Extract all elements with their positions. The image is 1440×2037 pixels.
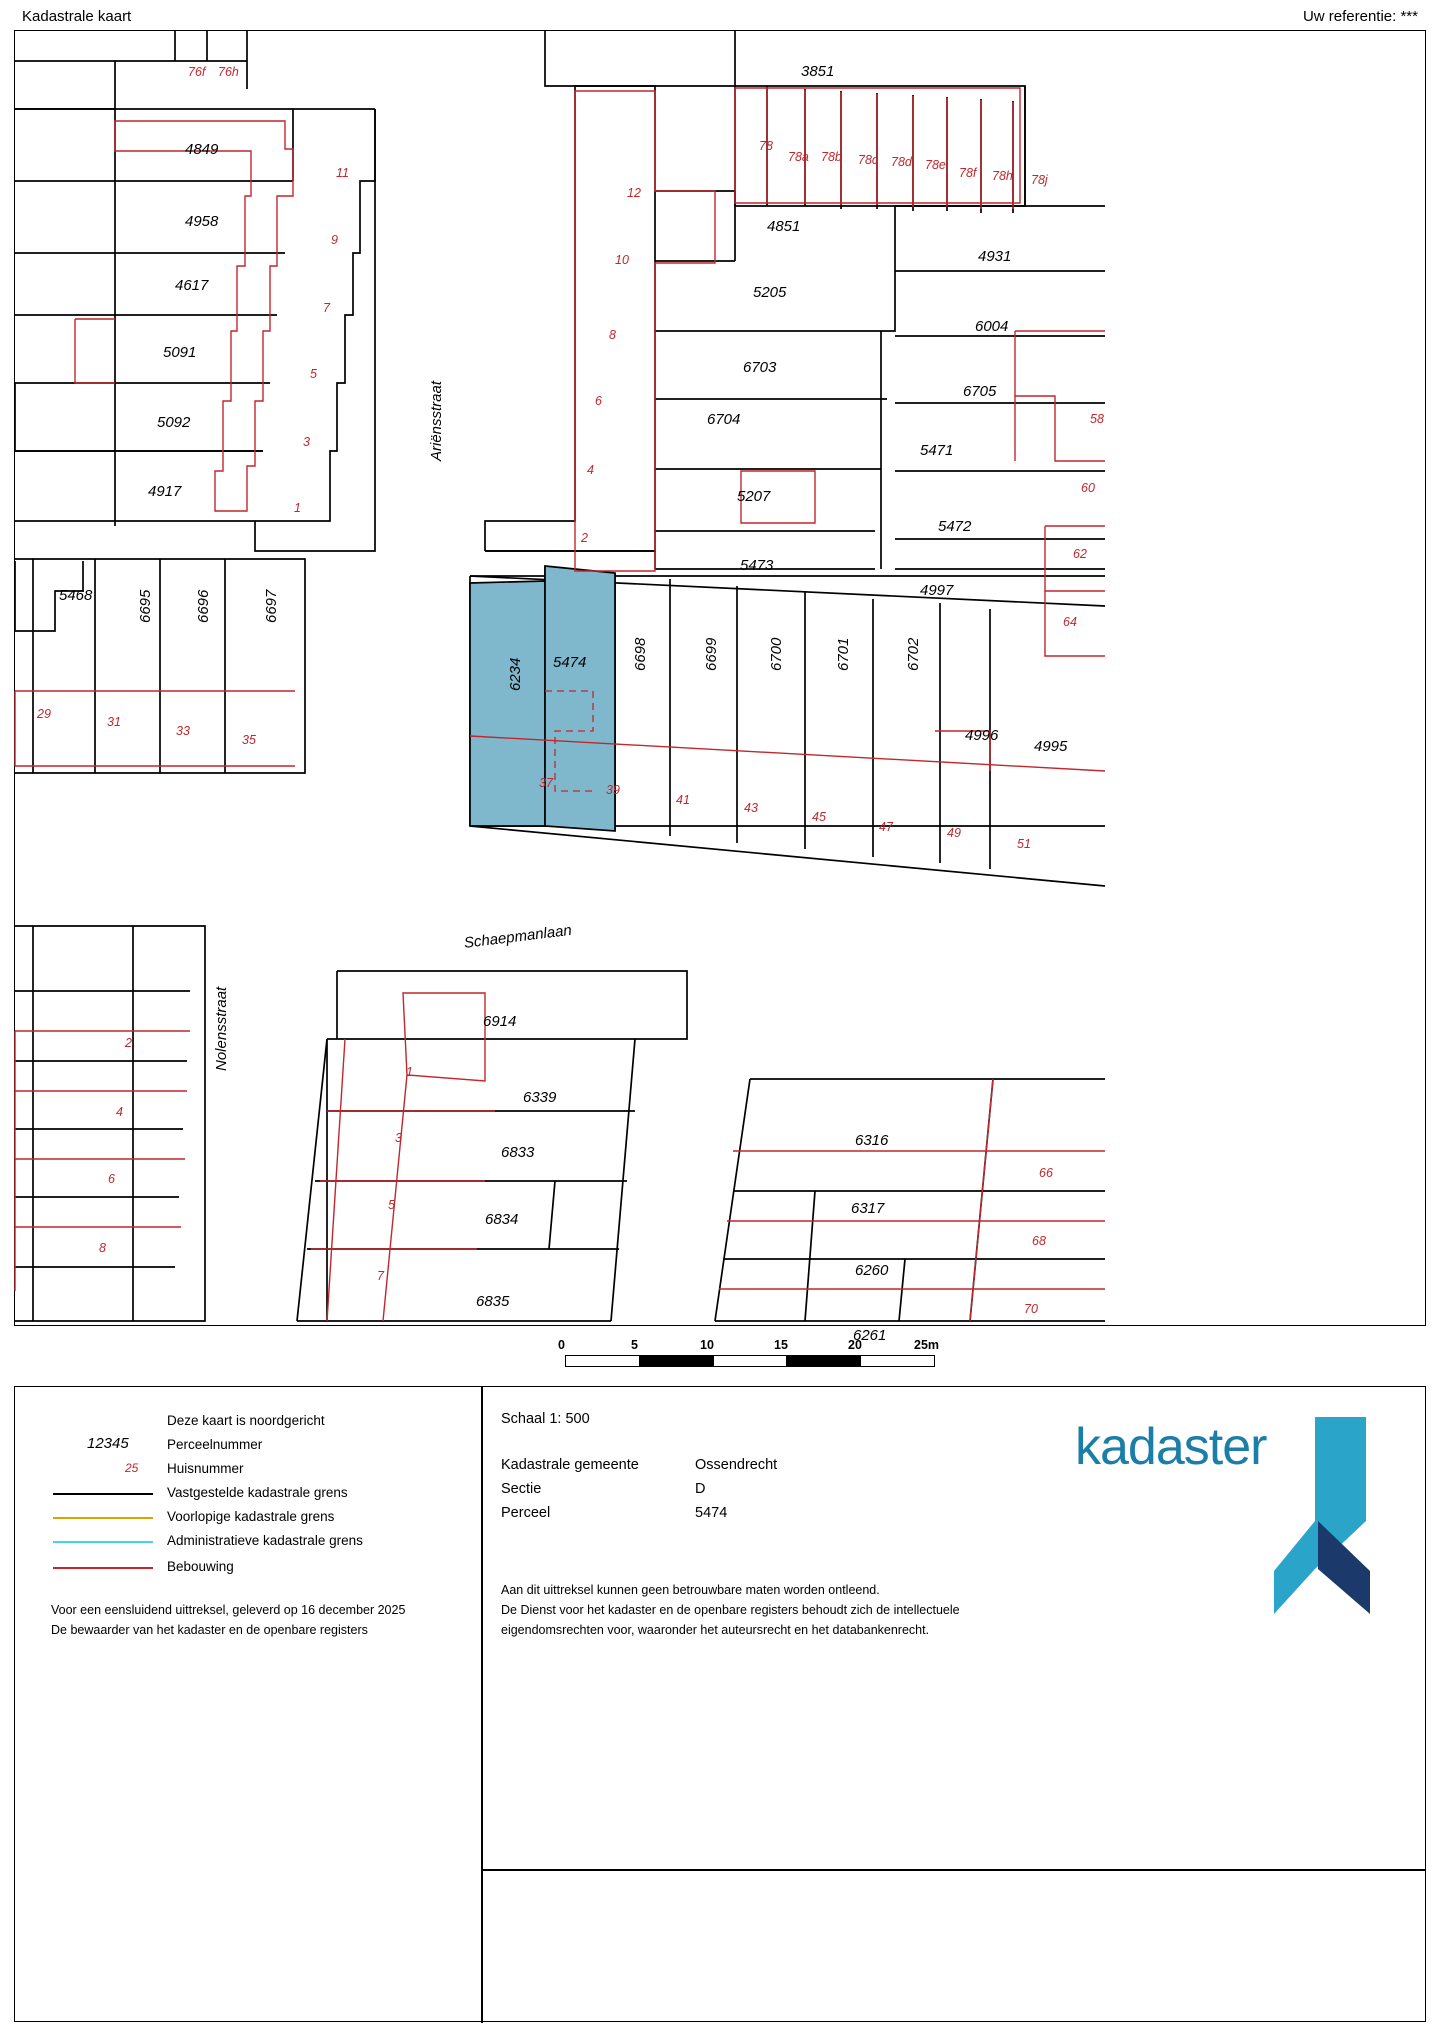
legend-key-fixed-boundary <box>53 1493 153 1495</box>
scale-label: Schaal 1: 500 <box>501 1411 590 1427</box>
parcel-number: 6339 <box>523 1089 557 1106</box>
kadaster-wordmark: kadaster <box>1075 1418 1267 1476</box>
house-number: 78e <box>925 158 946 172</box>
parcel-number: 4997 <box>920 582 954 599</box>
legend-label-parcel-number: Perceelnummer <box>167 1437 263 1452</box>
house-number: 51 <box>1017 837 1031 851</box>
house-number: 43 <box>744 801 758 815</box>
parcel-number: 6701 <box>835 637 852 671</box>
house-number: 62 <box>1073 547 1087 561</box>
house-number: 78b <box>821 150 842 164</box>
legend-label-building: Bebouwing <box>167 1559 234 1574</box>
parcel-number: 5473 <box>740 557 774 574</box>
legend-label-fixed-boundary: Vastgestelde kadastrale grens <box>167 1485 348 1500</box>
parcel-number: 6317 <box>851 1200 885 1217</box>
parcel-number: 5205 <box>753 284 787 301</box>
parcel-number: 6834 <box>485 1211 519 1228</box>
house-number: 66 <box>1039 1166 1053 1180</box>
scale-tick-label: 15 <box>774 1338 788 1352</box>
house-number: 78c <box>858 153 879 167</box>
parcel-number: 6695 <box>137 589 154 623</box>
house-number: 78f <box>959 166 977 180</box>
scale-bar <box>540 1338 960 1370</box>
street-label: Nolensstraat <box>213 986 230 1071</box>
house-number: 7 <box>323 301 330 315</box>
parcel-number: 6699 <box>703 637 720 671</box>
house-number: 5 <box>310 367 317 381</box>
parcel-number: 6702 <box>905 637 922 671</box>
house-number: 37 <box>539 776 553 790</box>
house-number: 2 <box>125 1036 132 1050</box>
parcel-number: 6234 <box>507 657 524 691</box>
parcel-number: 6698 <box>632 637 649 671</box>
scale-tick-label: 10 <box>700 1338 714 1352</box>
parcel-number: 5472 <box>938 518 972 535</box>
parcel-number: 4851 <box>767 218 801 235</box>
house-number: 2 <box>581 531 588 545</box>
kadaster-logo <box>1070 1409 1400 1659</box>
parcel-number: 5474 <box>553 654 587 671</box>
parcel-number: 6700 <box>768 637 785 671</box>
house-number: 4 <box>116 1105 123 1119</box>
house-number: 6 <box>108 1172 115 1186</box>
field-value-municipality: Ossendrecht <box>695 1457 778 1473</box>
house-number: 10 <box>615 253 629 267</box>
parcel-number: 3851 <box>801 63 835 80</box>
legend-panel <box>14 1386 1426 2022</box>
legend-label-house-number: Huisnummer <box>167 1461 244 1476</box>
house-number: 1 <box>406 1065 413 1079</box>
cadastral-map <box>15 31 1424 1324</box>
house-number: 78j <box>1031 173 1048 187</box>
parcel-number: 4617 <box>175 277 209 294</box>
parcel-number: 6833 <box>501 1144 535 1161</box>
parcel-number: 5207 <box>737 488 771 505</box>
parcel-number: 6316 <box>855 1132 889 1149</box>
disclaimer-line-2: De Dienst voor het kadaster en de openbare registers behoudt zich de intellectuele <box>501 1603 960 1617</box>
house-number: 4 <box>587 463 594 477</box>
page-title: Kadastrale kaart <box>22 8 132 25</box>
house-number: 3 <box>395 1131 402 1145</box>
house-number: 5 <box>388 1198 395 1212</box>
house-number: 41 <box>676 793 690 807</box>
parcel-number: 6261 <box>853 1327 887 1344</box>
highlighted-parcel-5474 <box>470 566 615 831</box>
parcel-number: 4996 <box>965 727 999 744</box>
house-number: 9 <box>331 233 338 247</box>
house-number: 6 <box>595 394 602 408</box>
parcel-number: 5471 <box>920 442 954 459</box>
house-number: 45 <box>812 810 826 824</box>
map-frame[interactable] <box>14 30 1426 1344</box>
parcel-number: 6260 <box>855 1262 889 1279</box>
reference-label: Uw referentie: *** <box>1302 8 1418 25</box>
legend-label-administrative-boundary: Administratieve kadastrale grens <box>167 1533 363 1548</box>
parcel-number: 6914 <box>483 1013 517 1030</box>
parcel-number: 5091 <box>163 344 197 361</box>
parcel-number: 4995 <box>1034 738 1068 755</box>
street-label: Ariënsstraat <box>428 380 445 461</box>
legend-divider <box>481 1387 483 2023</box>
certification-line-1: Voor een eensluidend uittreksel, geleverd op 16 december 2025 <box>51 1603 406 1617</box>
house-number: 29 <box>37 707 51 721</box>
scale-tick-label: 0 <box>558 1338 565 1352</box>
house-number: 78a <box>788 150 809 164</box>
house-number: 58 <box>1090 412 1104 426</box>
disclaimer-line-1: Aan dit uittreksel kunnen geen betrouwbare maten worden ontleend. <box>501 1583 880 1597</box>
house-number: 60 <box>1081 481 1095 495</box>
scale-bar-ticks <box>565 1355 935 1367</box>
house-number: 70 <box>1024 1302 1038 1316</box>
parcel-number: 5468 <box>59 587 93 604</box>
house-number: 64 <box>1063 615 1077 629</box>
parcel-number: 4931 <box>978 248 1012 265</box>
legend-key-building <box>53 1567 153 1569</box>
house-number: 8 <box>99 1241 106 1255</box>
field-value-parcel: 5474 <box>695 1505 728 1521</box>
field-value-section: D <box>695 1481 706 1497</box>
house-number: 35 <box>242 733 256 747</box>
house-number: 76h <box>218 65 239 79</box>
parcel-number: 6004 <box>975 318 1009 335</box>
street-label: Schaepmanlaan <box>463 921 573 952</box>
house-number: 31 <box>107 715 121 729</box>
legend-key-administrative-boundary <box>53 1541 153 1543</box>
certification-line-2: De bewaarder van het kadaster en de openbare registers <box>51 1623 368 1637</box>
parcel-number: 4849 <box>185 141 219 158</box>
house-number: 49 <box>947 826 961 840</box>
parcel-number: 6704 <box>707 411 741 428</box>
house-number: 8 <box>609 328 616 342</box>
legend-label-provisional-boundary: Voorlopige kadastrale grens <box>167 1509 335 1524</box>
house-number: 7 <box>377 1269 384 1283</box>
field-label-parcel: Perceel <box>501 1505 551 1521</box>
north-note: Deze kaart is noordgericht <box>167 1413 325 1428</box>
legend-key-house-number: 25 <box>125 1461 139 1475</box>
legend-key-provisional-boundary <box>53 1517 153 1519</box>
house-number: 76f <box>188 65 206 79</box>
house-number: 33 <box>176 724 190 738</box>
house-number: 78 <box>759 139 773 153</box>
house-number: 39 <box>606 783 620 797</box>
house-number: 78d <box>891 155 912 169</box>
house-number: 3 <box>303 435 310 449</box>
parcel-number: 6697 <box>263 589 280 623</box>
parcel-number: 4958 <box>185 213 219 230</box>
field-label-section: Sectie <box>501 1481 542 1497</box>
house-number: 12 <box>627 186 641 200</box>
house-number: 47 <box>879 820 893 834</box>
legend-key-parcel-number: 12345 <box>87 1435 129 1452</box>
scale-tick-label: 20 <box>848 1338 862 1352</box>
parcel-number: 6696 <box>195 589 212 623</box>
kadaster-logo-mark <box>1070 1409 1400 1659</box>
disclaimer-line-3: eigendomsrechten voor, waaronder het auteursrecht en het databankenrecht. <box>501 1623 930 1637</box>
field-label-municipality: Kadastrale gemeente <box>501 1457 639 1473</box>
scale-tick-label: 5 <box>631 1338 638 1352</box>
parcel-number: 6835 <box>476 1293 510 1310</box>
legend-horizontal-divider <box>481 1869 1426 1871</box>
parcel-number: 6703 <box>743 359 777 376</box>
parcel-number: 5092 <box>157 414 191 431</box>
house-number: 78h <box>992 169 1013 183</box>
parcel-number: 6705 <box>963 383 997 400</box>
house-number: 68 <box>1032 1234 1046 1248</box>
parcel-number: 4917 <box>148 483 182 500</box>
scale-tick-label: 25m <box>914 1338 940 1352</box>
house-number: 1 <box>294 501 301 515</box>
house-number: 11 <box>336 166 349 180</box>
